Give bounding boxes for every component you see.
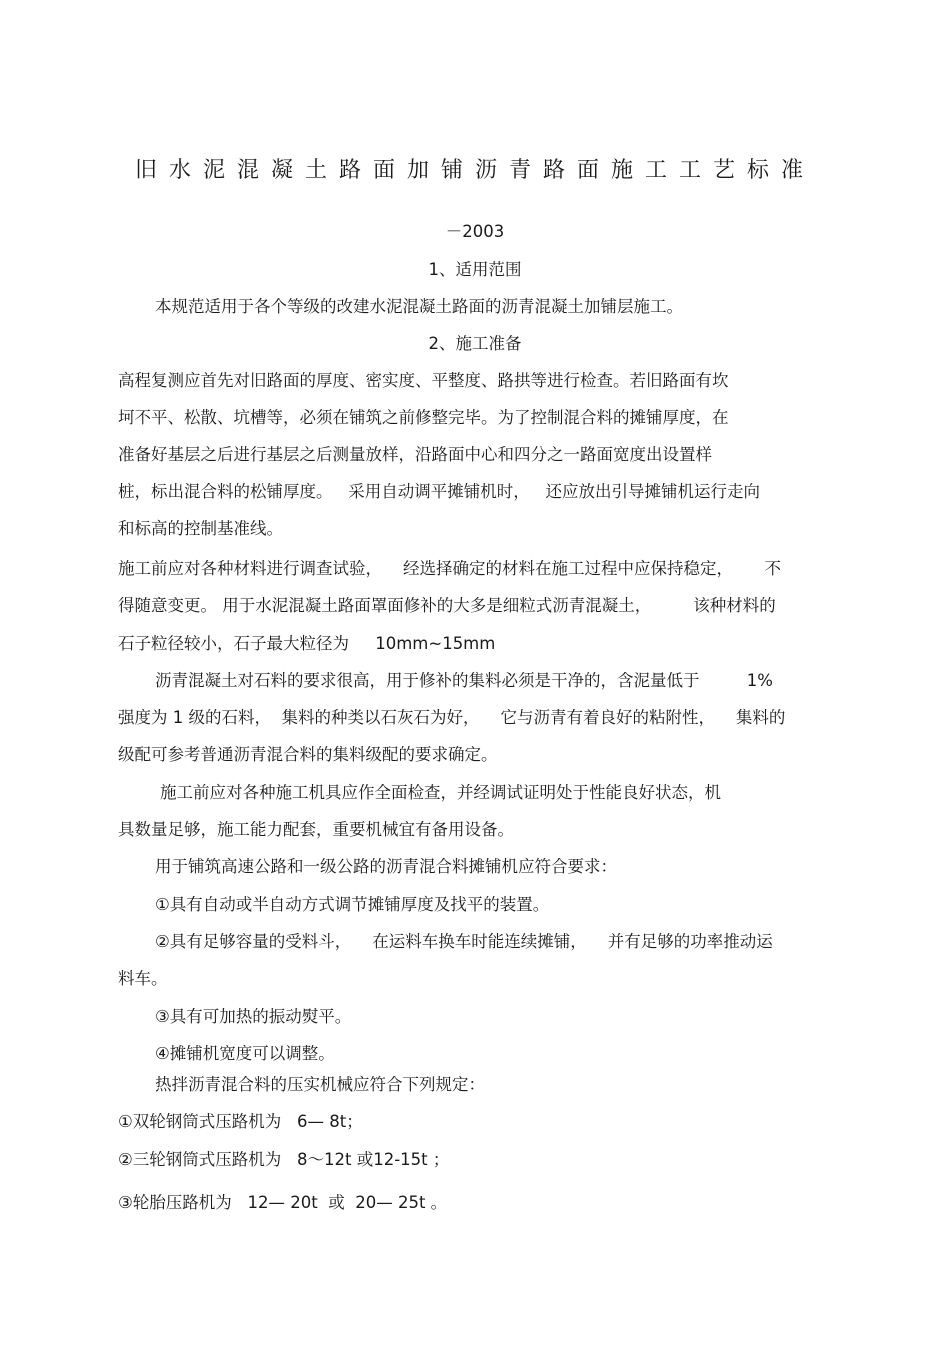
paragraph-line: 沥青混凝土对石料的要求很高，用于修补的集料必须是干净的，含泥量低于 1% [155,671,773,690]
list-item: ③具有可加热的振动熨平。 [155,1007,352,1026]
paragraph-line: 施工前应对各种施工机具应作全面检查，并经调试证明处于性能良好状态，机 [160,783,721,802]
paragraph-line: 强度为 1 级的石料， 集料的种类以石灰石为好， 它与沥青有着良好的粘附性， 集料的 [118,708,786,727]
paragraph-line: 级配可参考普通沥青混合料的集料级配的要求确定。 [118,745,498,764]
list-item: ④摊铺机宽度可以调整。 [155,1044,335,1063]
section-2-heading: 2、施工准备 [428,334,522,353]
list-item: ②三轮钢筒式压路机为 8～12t 或12-15t ； [118,1150,450,1169]
paragraph-line: 坷不平、松散、坑槽等，必须在铺筑之前修整完毕。为了控制混合料的摊铺厚度，在 [118,408,729,427]
paragraph-line: 高程复测应首先对旧路面的厚度、密实度、平整度、路拱等进行检查。若旧路面有坎 [118,371,729,390]
list-item: ①双轮钢筒式压路机为 6— 8t； [118,1112,363,1131]
paragraph-line: 用于铺筑高速公路和一级公路的沥青混合料摊铺机应符合要求： [155,857,617,876]
paragraph-line: 热拌沥青混合料的压实机械应符合下列规定： [155,1075,485,1094]
list-item: 料车。 [118,969,168,988]
paragraph-line: 具数量足够，施工能力配套，重要机械宜有备用设备。 [118,820,514,839]
paragraph-line: 桩，标出混合料的松铺厚度。 采用自动调平摊铺机时， 还应放出引导摊铺机运行走向 [118,482,760,501]
list-item: ①具有自动或半自动方式调节摊铺厚度及找平的装置。 [155,895,550,914]
paragraph-line: 准备好基层之后进行基层之后测量放样，沿路面中心和四分之一路面宽度出设置样 [118,445,712,464]
list-item: ②具有足够容量的受料斗， 在运料车换车时能连续摊铺， 并有足够的功率推动运 [155,932,773,951]
list-item: ③轮胎压路机为 12— 20t 或 20— 25t 。 [118,1193,448,1212]
paragraph-line: 和标高的控制基准线。 [118,519,283,538]
paragraph-line: 施工前应对各种材料进行调查试验， 经选择确定的材料在施工过程中应保持稳定， 不 [118,559,781,578]
document-title: 旧水泥混凝土路面加铺沥青路面施工工艺标准 [134,158,815,183]
paragraph-line: 石子粒径较小，石子最大粒径为 10mm~15mm [118,634,496,653]
section-1-heading: 1、适用范围 [428,260,522,279]
document-subtitle: －2003 [445,222,505,241]
section-1-text: 本规范适用于各个等级的改建水泥混凝土路面的沥青混凝土加铺层施工。 [155,297,683,316]
paragraph-line: 得随意变更。 用于水泥混凝土路面罩面修补的大多是细粒式沥青混凝土， 该种材料的 [118,596,776,615]
